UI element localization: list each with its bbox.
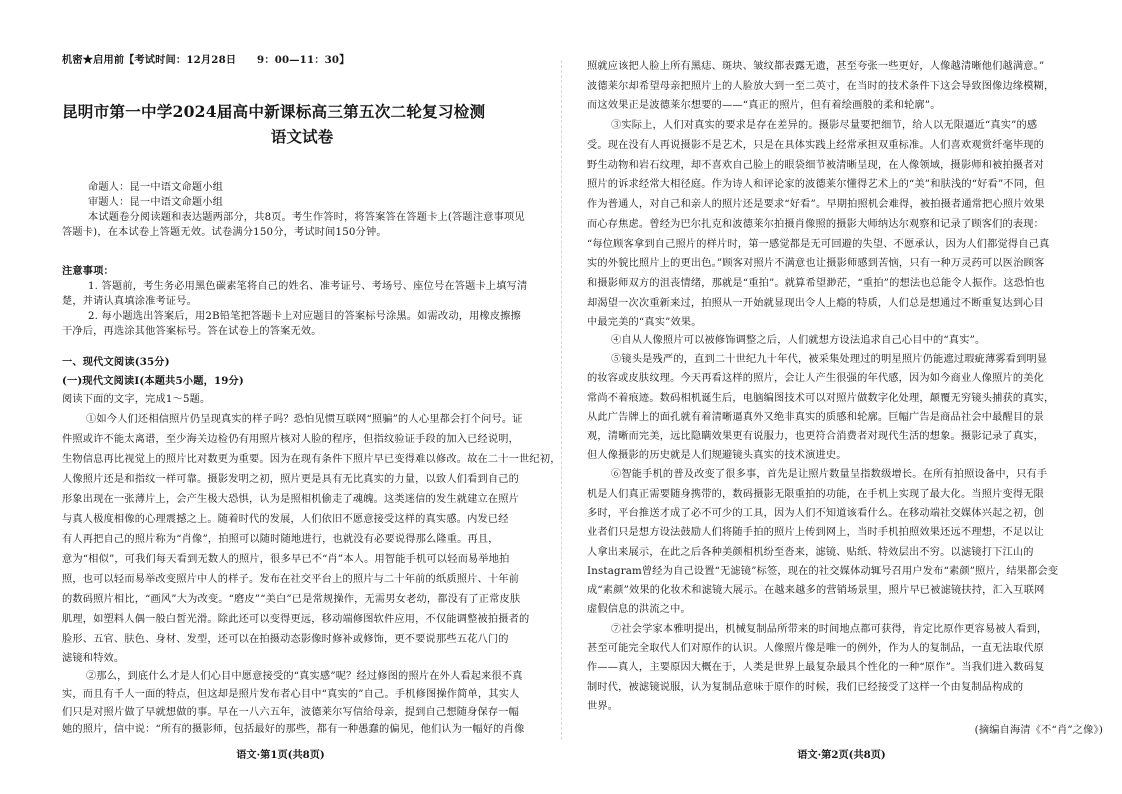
notice-item: 楚，并请认真填涂准考证号。	[62, 296, 198, 307]
paragraph-line: 有人再把自己的照片称为“肖像”，拍照可以随时随地进行，也就没有必要说得那么隆重。再且，	[62, 534, 499, 545]
paragraph-line: ⑤镜头是残严的，直到二十世纪九十年代，被采集处理过的明星照片仍能遮过瑕疵薄雾看到明显	[611, 354, 1048, 365]
paragraph-line: 形象出现在一张薄片上，会产生极大恐惧，认为是照相机偷走了魂魄。这类迷信的发生就建立在照片	[62, 494, 520, 505]
paragraph-line: 照片的诉求经常大相径庭。作为诗人和评论家的波德莱尔懂得艺术上的“美”和肤浅的“好看”不同，但	[587, 179, 1045, 190]
paragraph-line: 实的外貌比照片上的更出色。”顾客对照片不满意也让摄影师感到苦恼，只有一种万灵药可以医治顾客	[587, 258, 1045, 269]
paragraph-line: ②那么，到底什么才是人们心目中愿意接受的“真实感”呢？经过修图的照片在外人看起来很不真	[86, 671, 523, 682]
reviewer-line: 审题人：昆一中语文命题小组	[88, 197, 224, 208]
paragraph-line: 照，也可以轻而易举改变照片中人的样子。发布在社交平台上的照片与二十年前的纸质照片、十年前	[62, 574, 520, 585]
paragraph-line: 波德莱尔却希望母亲把照片上的人脸放大到一至二英寸，在当时的技术条件下这会导致图像边缘模糊，	[587, 81, 1055, 92]
paragraph-line: 从此广告牌上的面孔就有着清晰逼真外又绝非真实的质感和轮廓。巨幅广告是商品社会中最醒目的景	[587, 412, 1045, 423]
paragraph-line: 虚假信息的洪流之中。	[587, 604, 691, 615]
page-title: 昆明市第一中学2024届高中新课标高三第五次二轮复习检测	[62, 102, 486, 121]
notice-heading: 注意事项：	[62, 265, 114, 277]
paragraph-line: 甚至可能完全取代人们对原作的认识。人像照片像是唯一的例外，作为人的复制品，一直无法取代原	[587, 643, 1045, 654]
paragraph-line: ④自从人像照片可以被修饰调整之后，人们就想方设法追求自己心目中的“真实”。	[611, 335, 986, 346]
confidential-mark: 机密★启用前	[62, 54, 125, 66]
page-footer-right: 语文·第2页(共8页)	[797, 749, 886, 761]
paragraph-line: 件照或许不能太离谱，至少海关边检仍有用照片核对人脸的程序，但指纹验证手段的加入已经说明，	[62, 434, 520, 445]
exam-time: 【考试时间：12月28日 9：00—11：30】	[124, 54, 350, 66]
paragraph-line: 受。现在没有人再说摄影不是艺术，只是在具体实践上经常承担双重标准。人们喜欢观赏纤毫毕现的	[587, 140, 1045, 151]
paragraph-line: Instagram曾经为自己设置“无滤镜”标签，现在的社交媒体动辄号召用户发布“素颜”照片，结果都会变	[587, 566, 1059, 577]
paragraph-line: 们只是对照片做了早就想做的事。早在一八六五年，波德莱尔写信给母亲，提到自己想随身保存一幅	[62, 707, 520, 718]
intro-line: 答题卡)，在本试卷上答题无效。试卷满分150分，考试时间150分钟。	[62, 227, 387, 238]
paragraph-line: 制时代，被滤镜说服，认为复制品意味于原作的时候，我们已经接受了这样一个由复制品构成的	[587, 682, 1024, 693]
paragraph-line: 作——真人，主要原因大概在于，人类是世界上最复杂最具个性化的一种“原作”。当我们进入数码复	[587, 662, 1045, 673]
paragraph-line: 人拿出来展示，在此之后各种美颜相机纷至沓来，滤镜、贴纸、特效层出不穷。以滤镜打下江山的	[587, 547, 1034, 558]
proposer-line: 命题人：昆一中语文命题小组	[88, 182, 224, 193]
paragraph-line: 脸形、五官、肤色、身材、发型，还可以在拍摄动态影像时修补或修饰，更不要说那些五花八门的	[62, 634, 509, 645]
notice-item: 1. 答题前，考生务必用黑色碳素笔将自己的姓名、准考证号、考场号、座位号在答题卡上填写清	[88, 281, 528, 292]
paragraph-line: 成“素颜”效果的化妆术和滤镜大展示。在越来越多的营销场景里，照片早已被滤镜扶持，汇入互联网	[587, 585, 1045, 596]
paragraph-line: ①如今人们还相信照片仍呈现真实的样子吗？恐怕见惯互联网“照骗”的人心里都会打个问号。证	[86, 414, 523, 425]
paragraph-line: 与真人极度相像的心理震撼之上。随着时代的发展，人们依旧不愿意接受这样的真实感。内发已经	[62, 514, 509, 525]
paragraph-line: ⑥智能手机的普及改变了很多事，首先是让照片数量呈指数级增长。在所有拍照设备中，只有手	[611, 469, 1048, 480]
paragraph-line: 人像照片还是和指纹一样可靠。摄影发明之初，照片更是具有无比真实的力量，以致人们看到自己的	[62, 474, 520, 485]
paragraph-line: “每位顾客拿到自己照片的样片时，第一感觉都是无可回避的失望、不愿承认，因为人们都觉得自己真	[587, 239, 1050, 250]
paragraph-line: 却渴望一次次重新来过，拍照从一开始就显现出令人上瘾的特质，人们总是想通过不断重复达到心目	[587, 298, 1045, 309]
paragraph-line: 野生动物和岩石纹理，却不喜欢自己脸上的眼袋细节被清晰呈现，在人像领域，摄影师和被拍摄者对	[587, 160, 1045, 171]
paragraph-line: 中最完美的“真实”效果。	[587, 317, 702, 328]
paragraph-line: 机是人们真正需要随身携带的，数码摄影无限重拍的功能，在手机上实现了最大化。当照片变得无限	[587, 489, 1045, 500]
intro-line: 本试题卷分阅读题和表达题两部分，共8页。考生作答时，将答案答在答题卡上(答题注意事项见	[88, 212, 525, 223]
paragraph-line: 而心存焦虑。曾经为巴尔扎克和波德莱尔拍摄肖像照的摄影大师纳达尔观察和记录了顾客们的表现：	[587, 219, 1045, 230]
source-citation: (摘编自海清《不“肖”之像》)	[974, 725, 1103, 736]
paragraph-line: 和摄影师双方的沮丧情绪，那就是“重拍”。就算希望渺茫，“重拍”的想法也总能令人振作。这恐怕也	[587, 278, 1045, 289]
paragraph-line: ③实际上，人们对真实的要求是存在差异的。摄影尽量要把细节，给人以无限逼近“真实”的感	[611, 120, 1038, 131]
section-title: 一、现代文阅读(35分)	[62, 356, 170, 368]
paragraph-line: 但人像摄影的历史就是人们规避镜头真实的技术演进史。	[587, 450, 847, 461]
paragraph-line: 照就应该把人脸上所有黑痣、斑块、皱纹都表露无遗，甚至夸张一些更好，人像越清晰他们越满意。”	[587, 61, 1045, 72]
paragraph-line: ⑦社会学家本雅明提出，机械复制品所带来的时间地点都可获得，肯定比原作更容易被人看到，	[611, 624, 1048, 635]
paragraph-line: 她的照片，信中说：“所有的摄影师，包括最好的那些，都有一种愚蠢的偏见，他们认为一幅好的肖像	[62, 724, 525, 735]
paragraph-line: 作为普通人，对自己和亲人的照片还是要求“好看”。早期拍照机会难得，被拍摄者通常把心照片效果	[587, 199, 1045, 210]
section-subtitle: (一)现代文阅读Ⅰ(本题共5小题，19分)	[62, 375, 244, 387]
page-column-right	[561, 0, 1122, 794]
notice-item: 干净后，再选涂其他答案标号。答在试卷上的答案无效。	[62, 326, 322, 337]
paragraph-line: 多时，平台推送才成了必不可少的工具，因为人们不知道该看什么。在移动端社交媒体兴起之初，创	[587, 508, 1045, 519]
paragraph-line: 生物信息再比视觉上的照片比对数更为重要。因为在现有条件下照片早已变得难以修改。故在二十一世纪初，	[62, 454, 561, 465]
paragraph-line: 意为“相似”，可我们每天看到无数人的照片，很多早已不“肖”本人。用智能手机可以轻而易举地拍	[62, 554, 510, 565]
paragraph-line: 滤镜和特效。	[62, 653, 125, 664]
page-subtitle: 语文试卷	[270, 127, 334, 146]
paragraph-line: 的数码照片相比，“画风”大为改变。“磨皮”“美白”已是常规操作，无需男女老幼，都没有了正常皮肤	[62, 594, 521, 605]
paragraph-line: 肌理，如塑料人偶一般白皙光滑。除此还可以变得更远，移动端修图软件应用，不仅能调整被拍摄者的	[62, 614, 530, 625]
paragraph-line: 世界。	[587, 701, 619, 712]
paragraph-line: 业者们只是想方设法鼓励人们将随手拍的照片上传到网上，当时手机拍照效果还远不理想，不足以让	[587, 527, 1045, 538]
notice-item: 2. 每小题选出答案后，用2B铅笔把答题卡上对应题目的答案标号涂黑。如需改动，用橡皮擦擦	[88, 311, 522, 322]
paragraph-line: 观，清晰而完美，远比隐瞒效果更有说服力，也更符合消费者对现代生活的想象。摄影记录了真实，	[587, 431, 1045, 442]
page-footer-left: 语文·第1页(共8页)	[236, 749, 325, 761]
paragraph-line: 实，而且有千人一面的特点，但这却是照片发布者心目中“真实的”自己。手机修图操作简单，其实人	[62, 689, 520, 700]
paragraph-line: 常尚不着痕迹。数码相机诞生后，电脑编图技术可以对照片做数字化处理，颠覆无穷镜头捕获的真实，	[587, 393, 1055, 404]
paragraph-line: 而这效果正是波德莱尔想要的——“真正的照片，但有着绘画般的柔和轮廓”。	[587, 100, 941, 111]
paragraph-line: 的妆容或皮肤纹理。今天再看这样的照片，会让人产生很强的年代感，因为如今商业人像照片的美化	[587, 373, 1045, 384]
section-instruction: 阅读下面的文字，完成1～5题。	[62, 394, 211, 405]
